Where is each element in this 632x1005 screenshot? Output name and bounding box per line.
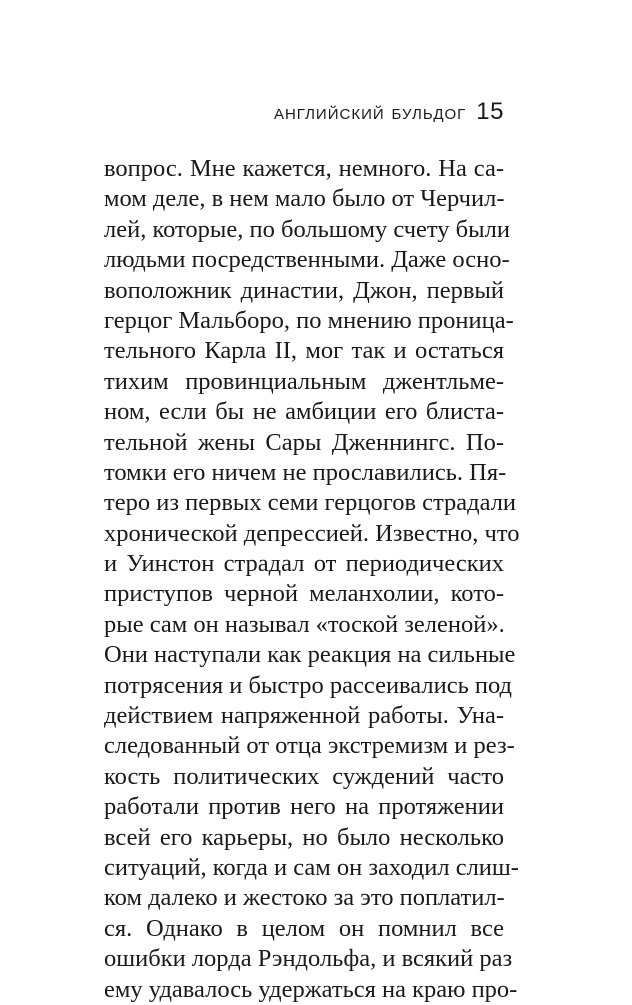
text-line: приступов черной меланхолии, кото- [104, 580, 504, 608]
text-line: ком далеко и жестоко за это поплатил- [104, 884, 505, 912]
text-line: тельной жены Сары Дженнингс. По- [104, 428, 504, 456]
text-line: следованный от отца экстремизм и рез- [104, 732, 515, 760]
text-line: рые сам он называл «тоской зеленой». [104, 610, 505, 638]
text-line: воположник династии, Джон, первый [104, 276, 504, 304]
text-line: ном, если бы не амбиции его блиста- [104, 398, 504, 426]
page-number: 15 [476, 98, 504, 125]
running-head-title: английский бульдог [273, 101, 467, 124]
text-line: тихим провинциальным джентльме- [104, 367, 504, 395]
text-line: ему удавалось удержаться на краю про- [104, 975, 518, 1003]
text-line: хронической депрессией. Известно, что [104, 519, 520, 547]
text-line: ситуаций, когда и сам он заходил слиш- [104, 853, 519, 881]
text-line: теро из первых семи герцогов страдали [104, 489, 517, 517]
text-line: действием напряженной работы. Уна- [104, 702, 504, 730]
text-line: герцог Мальборо, по мнению проница- [104, 306, 514, 334]
text-line: людьми посредственными. Даже осно- [104, 246, 510, 274]
text-line: ошибки лорда Рэндольфа, и всякий раз [104, 945, 513, 973]
running-head [274, 98, 504, 126]
body-text [104, 154, 520, 1005]
text-line: и Уинстон страдал от периодических [104, 550, 504, 578]
text-line: мом деле, в нем мало было от Черчил- [104, 185, 505, 213]
text-line: потрясения и быстро рассеивались под [104, 671, 513, 699]
text-line: работали против него на протяжении [104, 793, 504, 821]
text-line: вопрос. Мне кажется, немного. На са- [104, 155, 504, 182]
text-line: всей его карьеры, но было несколько [104, 823, 504, 851]
text-line: Они наступали как реакция на сильные [104, 641, 516, 669]
text-line: лей, которые, по большому счету были [104, 215, 510, 243]
text-line: томки его ничем не прославились. Пя- [104, 458, 507, 486]
text-line: кость политических суждений часто [104, 762, 504, 790]
text-line: тельного Карла II, мог так и остаться [104, 337, 504, 365]
text-line: ся. Однако в целом он помнил все [104, 914, 504, 942]
